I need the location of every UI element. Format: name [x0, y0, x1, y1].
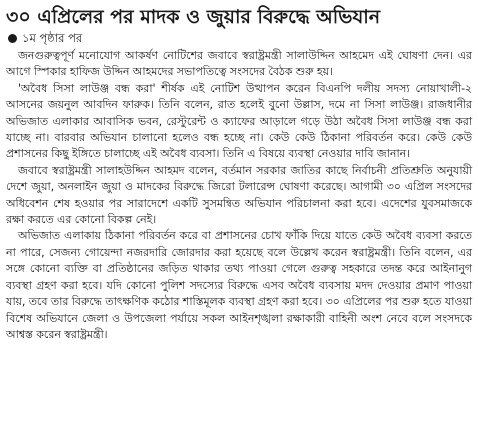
headline: ৩০ এপ্রিলের পর মাদক ও জুয়ার বিরুদ্ধে অভিযান	[6, 6, 381, 28]
bullet-icon	[8, 34, 17, 43]
article-paragraph: অভিজাত এলাকায় ঠিকানা পরিবর্তন করে বা প্রশাসনের চোখ ফাঁকি দিয়ে যাতে কেউ অবৈধ ব্যবসা করতে না পারে, সেজন্য গোয়েন্দা নজরদারি জোরদার করা হয়েছে বলে উল্লেখ করেন স্বরাষ্ট্রমন্ত্রী। তিনি বলেন, এর সঙ্গে কোনো ব্যক্তি বা প্রতিষ্ঠানের জড়িত থাকার তথ্য পাওয়া গেলে গুরুত্ব সহকারে তদন্ত করে আইনানুগ ব্যবস্থা গ্রহণ করা হবে। যদি কোনো পুলিশ সদস্যের বিরুদ্ধে এসব অবৈধ ব্যবসায় মদদ দেওয়ার প্রমাণ পাওয়া যায়, তবে তার বিরুদ্ধে তাৎক্ষণিক কঠোর শাস্তিমূলক ব্যবস্থা গ্রহণ করা হবে। ৩০ এপ্রিলের পর শুরু হতে যাওয়া বিশেষ অভিযানে জেলা ও উপজেলা পর্যায়ে সকল আইনশৃঙ্খলা রক্ষাকারী বাহিনী অংশ নেবে বলে সংসদকে আশ্বস্ত করেন স্বরাষ্ট্রমন্ত্রী।	[6, 229, 472, 341]
article-paragraph: জবাবে স্বরাষ্ট্রমন্ত্রী সালাহউদ্দিন আহমদ বলেন, বর্তমান সরকার জাতির কাছে নির্বাচনী প্রতিশ্রুতি অনুযায়ী দেশে জুয়া, অনলাইন জুয়া ও মাদকের বিরুদ্ধে জিরো টলারেন্স ঘোষণা করেছে। আগামী ৩০ এপ্রিল সংসদের অধিবেশন শেষ হওয়ার পর সারাদেশে একটি সুসমন্বিত অভিযান পরিচালনা করা হবে। এদেশের যুবসমাজকে রক্ষা করতে এর কোনো বিকল্প নেই।	[6, 163, 472, 227]
continued-label: ১ম পৃষ্ঠার পর	[22, 31, 83, 45]
article-paragraph: 'অবৈধ সিসা লাউঞ্জ বন্ধ করা' শীর্ষক এই নোটিশ উত্থাপন করেন বিএনপি দলীয় সদস্য নোয়াখালী-২ আসনের জয়নুল আবদিন ফারুক। তিনি বলেন, রাত হলেই বুনো উল্লাস, দমে না সিসা লাউঞ্জ। রাজধানীর অভিজাত এলাকার আবাসিক ভবন, রেস্টুরেন্ট ও ক্যাফের আড়ালে গড়ে উঠা অবৈধ সিসা লাউঞ্জ বন্ধ করা যাচ্ছে না। বারবার অভিযান চালানো হলেও বন্ধ হচ্ছে না। কেউ কেউ ঠিকানা পরিবর্তন করে। কেউ কেউ প্রশাসনের কিছু ইঙ্গিতে চালাচ্ছে এই অবৈধ ব্যবসা। তিনি এ বিষয়ে ব্যবস্থা নেওয়ার দাবি জানান।	[6, 81, 472, 161]
continued-from-page-one	[6, 30, 472, 47]
article-paragraph: জনগুরুত্বপূর্ণ মনোযোগ আকর্ষণ নোটিশের জবাবে স্বরাষ্ট্রমন্ত্রী সালাউদ্দিন আহমেদ এই ঘোষণা দেন। এর আগে স্পিকার হাফিজ উদ্দিন আহমদের সভাপতিত্বে সংসদের বৈঠক শুরু হয়।	[6, 49, 472, 79]
